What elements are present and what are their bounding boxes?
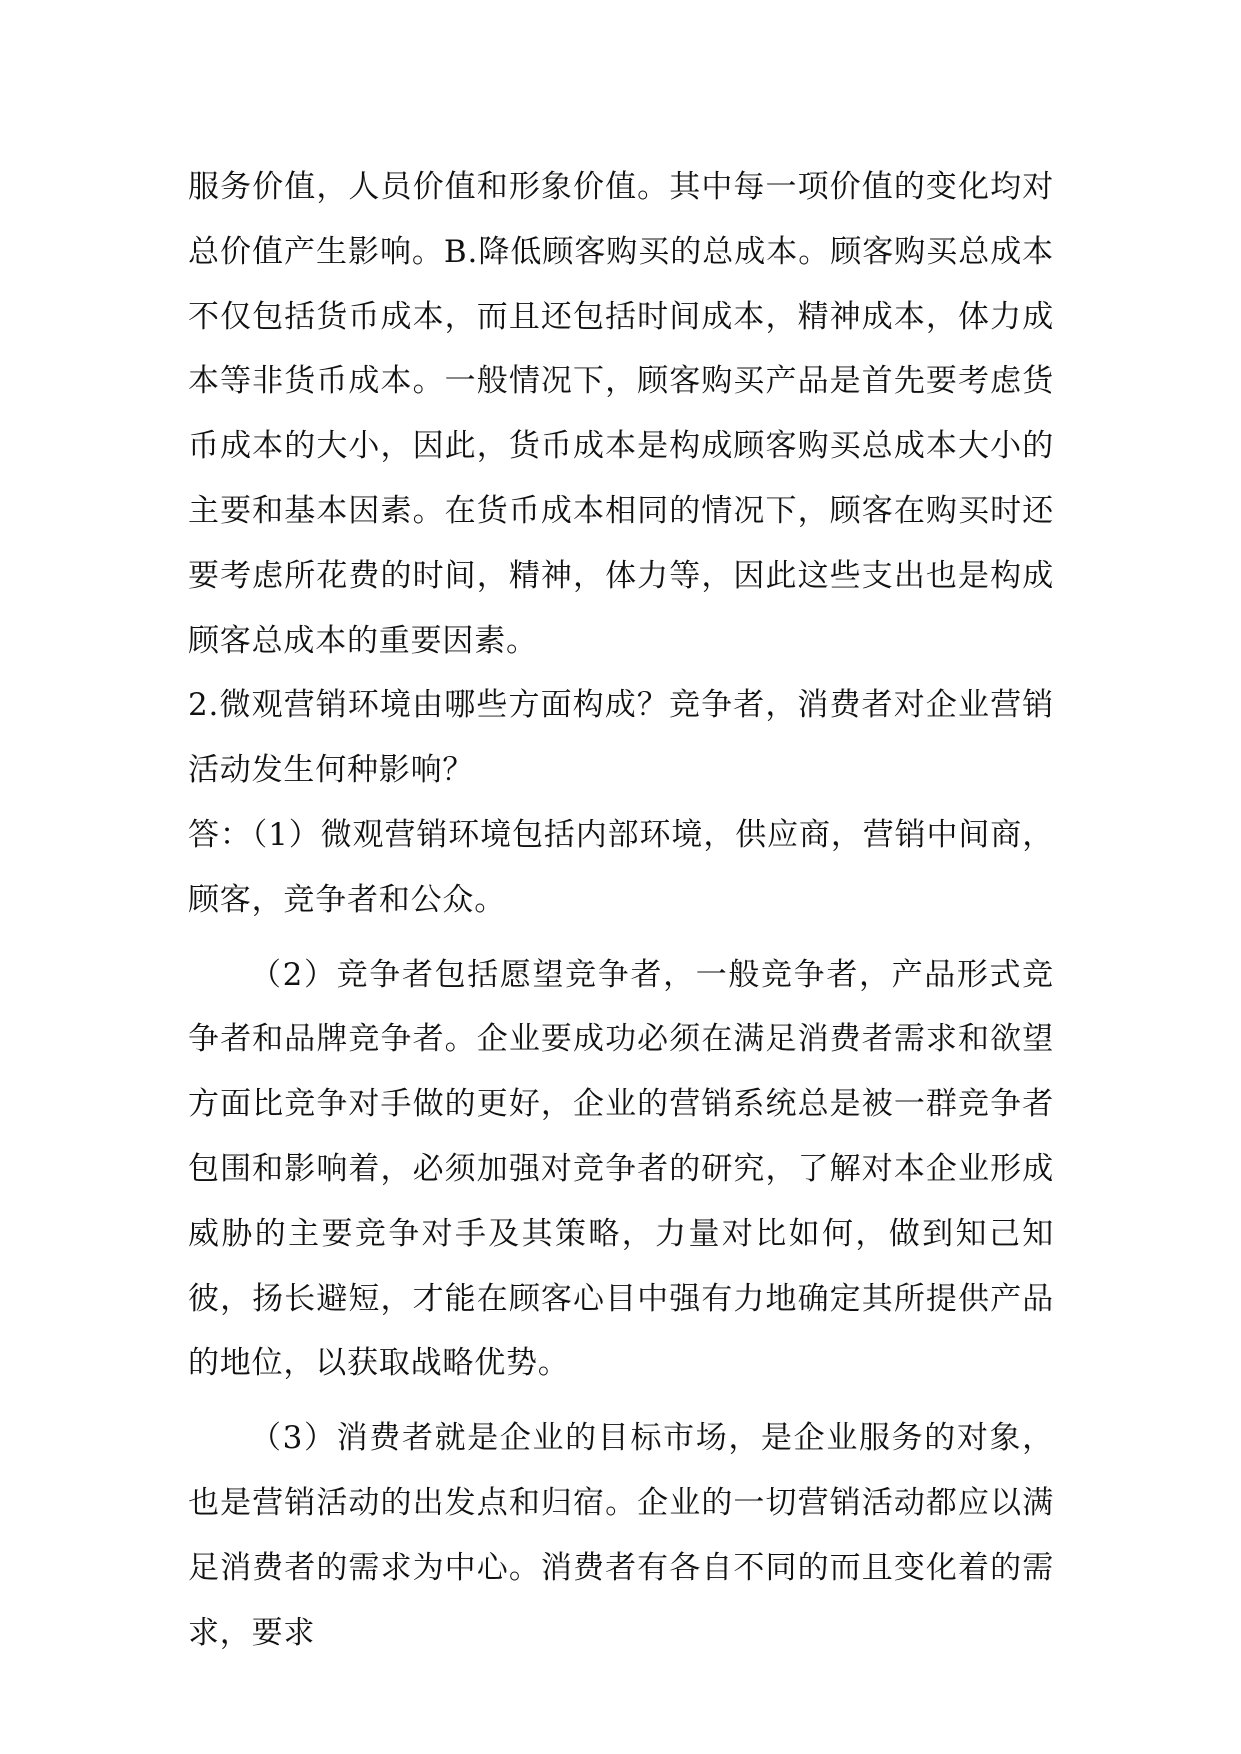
- question-micro-environment: 2.微观营销环境由哪些方面构成？竞争者，消费者对企业营销活动发生何种影响？: [188, 687, 1054, 789]
- paragraph-customer-value: 服务价值，人员价值和形象价值。其中每一项价值的变化均对总价值产生影响。B.降低顾客购买的总成本。顾客购买总成本不仅包括货币成本，而且还包括时间成本，精神成本，体力成本等非货币成本。一般情况下，顾客购买产品是首先要考虑货币成本的大小，因此，货币成本是构成顾客购买总成本大小的主要和基本因素。在货币成本相同的情况下，顾客在购买时还要考虑所花费的时间，精神，体力等，因此这些支出也是构成顾客总成本的重要因素。: [188, 169, 1054, 659]
- document-body: [188, 155, 1054, 1665]
- answer-part-1: 答：（1）微观营销环境包括内部环境，供应商，营销中间商，顾客，竞争者和公众。: [188, 816, 1054, 918]
- answer-part-3: （3）消费者就是企业的目标市场，是企业服务的对象，也是营销活动的出发点和归宿。企业的一切营销活动都应以满足消费者的需求为中心。消费者有各自不同的而且变化着的需求，要求: [188, 1420, 1054, 1651]
- answer-part-2: （2）竞争者包括愿望竞争者，一般竞争者，产品形式竞争者和品牌竞争者。企业要成功必须在满足消费者需求和欲望方面比竞争对手做的更好，企业的营销系统总是被一群竞争者包围和影响着，必须加强对竞争者的研究，了解对本企业形成威胁的主要竞争对手及其策略，力量对比如何，做到知己知彼，扬长避短，才能在顾客心目中强有力地确定其所提供产品的地位，以获取战略优势。: [188, 956, 1054, 1382]
